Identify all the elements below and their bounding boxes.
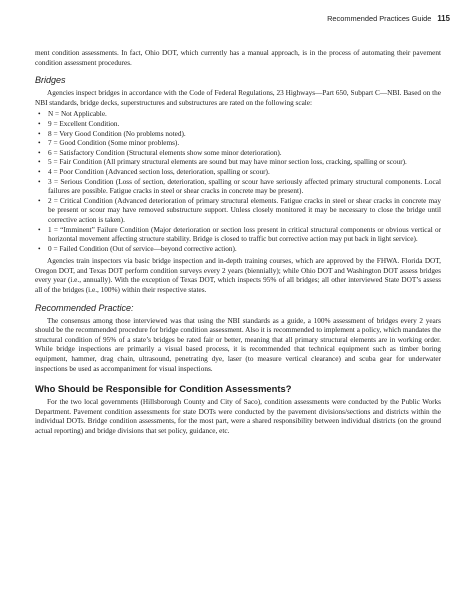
recommended-practice-paragraph: The consensus among those interviewed was that using the NBI standards as a guide, a 100% assessment of bridges every 2 years should be the recommended procedure for bridge condition assessment. Also it is recommended to implement a policy, which mandates the structural condition of 95% of a state’s bridges be rated fair or better, meaning that all primary structural elements are in working order. While bridge inspections are primarily a visual based process, it is recommended that technical equipment such as timber boring equipment, hammer, drag chain, ultrasound, penetrating dye, laser (to measure vertical clearance) and scuba gear for underwater inspections be used as accompaniment for visual inspections.: [35, 316, 441, 373]
bullet-icon: •: [38, 148, 41, 157]
bullet-icon: •: [38, 167, 41, 176]
list-item: • 3 = Serious Condition (Loss of section, deterioration, spalling or scour have seriously affected primary structural components. Local failures are possible. Fatigue cracks in steel or shear cracks in concrete may be present).: [38, 177, 441, 196]
intro-paragraph: ment condition assessments. In fact, Ohio DOT, which currently has a manual approach, is in the process of automating their pavement condition assessment procedures.: [35, 49, 441, 67]
running-title: Recommended Practices Guide: [327, 14, 432, 23]
list-item: • 5 = Fair Condition (All primary structural elements are sound but may have minor section loss, cracking, spalling or scour).: [38, 158, 407, 167]
running-header: [327, 14, 450, 23]
bridges-heading: Bridges: [35, 75, 66, 86]
responsibility-paragraph: For the two local governments (Hillsborough County and City of Saco), condition assessments were conducted by the Public Works Department. Pavement condition assessments for state DOTs were conducted by the pavement divisions/sections and districts within the individual DOTs. Bridge condition assessments, for the most part, were a shared responsibility between individual districts (on the ground actual reporting) and bridge divisions that set policy, guidance, etc.: [35, 398, 441, 435]
bullet-icon: •: [38, 196, 41, 205]
list-item: • 2 = Critical Condition (Advanced deterioration of primary structural elements. Fatigue cracks in steel or shear cracks in concrete may be present or scour may have removed substructure support. Unless closely monitored it may be necessary to close the bridge until corrective action is taken).: [38, 196, 441, 224]
bullet-icon: •: [38, 139, 41, 148]
bullet-icon: •: [38, 158, 41, 167]
bridges-paragraph-2: Agencies train inspectors via basic bridge inspection and in-depth training courses, which are approved by the FHWA. Florida DOT, Oregon DOT, and Texas DOT perform condition surveys every 2 years (biennially); while Ohio DOT and Washington DOT assess bridges every year (i.e., annually). With the exception of Texas DOT, which inspects 95% of all bridges; all other interviewed State DOT’s assess all of the bridges (i.e., 100%) within their respective states.: [35, 257, 441, 295]
list-item: • 7 = Good Condition (Some minor problems).: [38, 139, 180, 148]
bullet-icon: •: [38, 110, 41, 119]
recommended-practice-heading: Recommended Practice:: [35, 302, 134, 313]
list-item: • 1 = “Imminent” Failure Condition (Major deterioration or section loss present in critical structural components or obvious vertical or horizontal movement affecting structure stability. Bridge is closed to traffic but corrective action may put back in light service).: [38, 225, 441, 244]
bullet-icon: •: [38, 225, 41, 234]
list-item: • N = Not Applicable.: [38, 110, 107, 119]
list-item: • 0 = Failed Condition (Out of service—beyond corrective action).: [38, 244, 237, 253]
bridges-paragraph-1: Agencies inspect bridges in accordance with the Code of Federal Regulations, 23 Highways—Part 650, Subpart C—NBI. Based on the NBI standards, bridge decks, superstructures and substructures are rated on the following scale:: [35, 89, 441, 107]
bullet-icon: •: [38, 129, 41, 138]
list-item: • 9 = Excellent Condition.: [38, 119, 120, 128]
list-item: • 8 = Very Good Condition (No problems noted).: [38, 129, 186, 138]
bullet-icon: •: [38, 177, 41, 186]
bullet-icon: •: [38, 119, 41, 128]
bullet-icon: •: [38, 244, 41, 253]
page-number: 115: [437, 14, 450, 23]
list-item: • 6 = Satisfactory Condition (Structural elements show some minor deterioration).: [38, 148, 282, 157]
responsibility-heading: Who Should be Responsible for Condition Assessments?: [35, 383, 292, 395]
condition-rating-list: [35, 110, 441, 254]
page-body: [35, 49, 441, 437]
list-item: • 4 = Poor Condition (Advanced section loss, deterioration, spalling or scour).: [38, 167, 270, 176]
